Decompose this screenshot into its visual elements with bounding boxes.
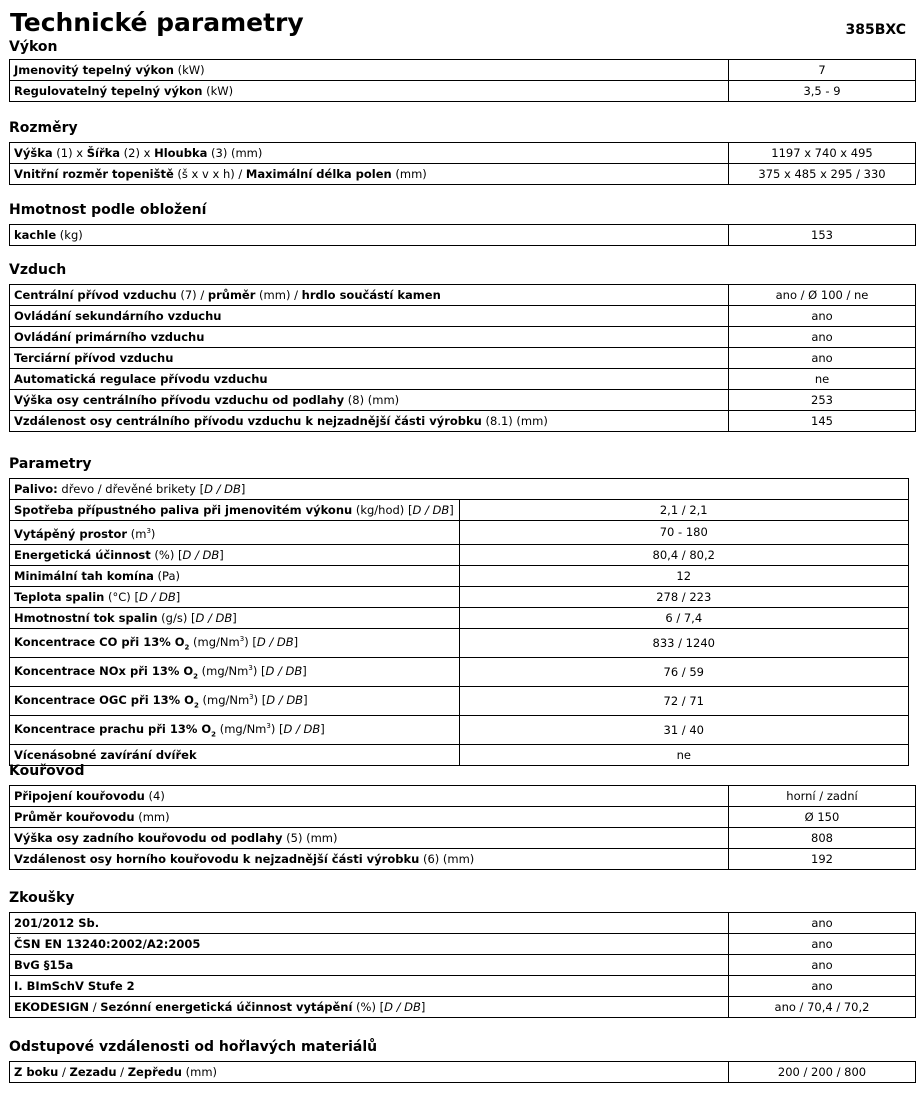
row-label: BvG §15a: [10, 955, 729, 976]
row-label: Koncentrace OGC při 13% $O_2$ (mg/Nm$^3$) [D / DB]: [10, 687, 460, 716]
row-value: ano / 70,4 / 70,2: [729, 997, 916, 1018]
table-row: [10, 369, 916, 390]
row-value: 192: [729, 849, 916, 870]
table-row: [10, 500, 909, 521]
table-row: [10, 786, 916, 807]
row-value: horní / zadní: [729, 786, 916, 807]
params-table: [9, 1061, 916, 1083]
table-row: [10, 849, 916, 870]
row-label: EKODESIGN / Sezónní energetická účinnost vytápění (%) [D / DB]: [10, 997, 729, 1018]
row-value: 72 / 71: [459, 687, 909, 716]
row-value: ano: [729, 955, 916, 976]
section-title: Kouřovod: [9, 763, 85, 779]
row-label: Ovládání sekundárního vzduchu: [10, 306, 729, 327]
table-row: [10, 807, 916, 828]
row-label: Výška osy centrálního přívodu vzduchu od podlahy (8) (mm): [10, 390, 729, 411]
row-value: 200 / 200 / 800: [729, 1062, 916, 1083]
row-value: ne: [729, 369, 916, 390]
params-table: [9, 224, 916, 246]
table-row: [10, 934, 916, 955]
table-row: [10, 390, 916, 411]
section-rozmery: [9, 119, 909, 185]
table-row: [10, 828, 916, 849]
row-value: 80,4 / 80,2: [459, 544, 909, 565]
row-label: kachle (kg): [10, 225, 729, 246]
table-row: [10, 1062, 916, 1083]
section-zkousky: [9, 889, 909, 1018]
table-row: [10, 628, 909, 657]
section-title: Výkon: [9, 39, 58, 55]
row-label: Energetická účinnost (%) [D / DB]: [10, 544, 460, 565]
row-label: 201/2012 Sb.: [10, 913, 729, 934]
params-table: [9, 59, 916, 102]
row-label: Výška (1) x Šířka (2) x Hloubka (3) (mm): [10, 143, 729, 164]
row-value: 31 / 40: [459, 716, 909, 745]
params-table: [9, 142, 916, 185]
table-row: [10, 306, 916, 327]
section-parametry: [9, 455, 909, 766]
row-label: Výška osy zadního kouřovodu od podlahy (5) (mm): [10, 828, 729, 849]
table-row: [10, 997, 916, 1018]
params-table: [9, 284, 916, 432]
section-title: Hmotnost podle obložení: [9, 202, 207, 218]
table-row: [10, 657, 909, 686]
row-label: Koncentrace prachu při 13% $O_2$ (mg/Nm$^3$) [D / DB]: [10, 716, 460, 745]
row-label: Vzdálenost osy horního kouřovodu k nejzadnější části výrobku (6) (mm): [10, 849, 729, 870]
table-row: [10, 521, 909, 545]
row-label: Připojení kouřovodu (4): [10, 786, 729, 807]
table-row: [10, 225, 916, 246]
row-value: ano / Ø 100 / ne: [729, 285, 916, 306]
row-value: 70 - 180: [459, 521, 909, 545]
params-table: [9, 912, 916, 1018]
row-label: ČSN EN 13240:2002/A2:2005: [10, 934, 729, 955]
params-table: [9, 478, 909, 766]
table-row: [10, 479, 909, 500]
row-label: Vnitřní rozměr topeniště (š x v x h) / Maximální délka polen (mm): [10, 164, 729, 185]
row-label: Vícenásobné zavírání dvířek: [10, 745, 460, 766]
row-value: 833 / 1240: [459, 628, 909, 657]
section-title: Zkoušky: [9, 890, 75, 906]
table-row: [10, 607, 909, 628]
row-value: 12: [459, 565, 909, 586]
table-row: [10, 411, 916, 432]
row-value: 278 / 223: [459, 586, 909, 607]
row-label: Z boku / Zezadu / Zepředu (mm): [10, 1062, 729, 1083]
row-value: 2,1 / 2,1: [459, 500, 909, 521]
row-value: 253: [729, 390, 916, 411]
row-label: Regulovatelný tepelný výkon (kW): [10, 81, 729, 102]
section-title: Odstupové vzdálenosti od hořlavých materiálů: [9, 1039, 378, 1055]
table-row: [10, 687, 909, 716]
row-label: Vytápěný prostor $(m^3)$: [10, 521, 460, 545]
row-value: 1197 x 740 x 495: [729, 143, 916, 164]
row-value: 375 x 485 x 295 / 330: [729, 164, 916, 185]
row-value: 76 / 59: [459, 657, 909, 686]
section-title: Vzduch: [9, 262, 67, 278]
row-value: 3,5 - 9: [729, 81, 916, 102]
table-row: [10, 60, 916, 81]
row-label: Koncentrace CO při 13% $O_2$ (mg/Nm$^3$) [D / DB]: [10, 628, 460, 657]
table-row: [10, 913, 916, 934]
section-vzduch: [9, 261, 909, 432]
table-row: [10, 544, 909, 565]
row-label: Jmenovitý tepelný výkon (kW): [10, 60, 729, 81]
section-hmotnost: [9, 201, 909, 246]
row-value: 7: [729, 60, 916, 81]
table-row: [10, 976, 916, 997]
table-row: [10, 327, 916, 348]
row-label: Automatická regulace přívodu vzduchu: [10, 369, 729, 390]
row-label: Koncentrace NOx při 13% $O_2$ (mg/Nm$^3$) [D / DB]: [10, 657, 460, 686]
row-label: Centrální přívod vzduchu (7) / průměr (mm) / hrdlo součástí kamen: [10, 285, 729, 306]
row-label: Hmotnostní tok spalin (g/s) [D / DB]: [10, 607, 460, 628]
row-label: Vzdálenost osy centrálního přívodu vzduchu k nejzadnější části výrobku (8.1) (mm): [10, 411, 729, 432]
table-row: [10, 285, 916, 306]
row-value: ano: [729, 348, 916, 369]
row-value: Ø 150: [729, 807, 916, 828]
table-row: [10, 565, 909, 586]
row-value: 6 / 7,4: [459, 607, 909, 628]
row-value: ano: [729, 327, 916, 348]
table-row: [10, 143, 916, 164]
table-row: [10, 164, 916, 185]
section-vykon: [9, 38, 909, 102]
row-label: Průměr kouřovodu (mm): [10, 807, 729, 828]
row-value: 145: [729, 411, 916, 432]
row-value: ano: [729, 976, 916, 997]
row-value: ano: [729, 913, 916, 934]
model-code: 385BXC: [845, 22, 906, 38]
row-value: ano: [729, 306, 916, 327]
row-label: Ovládání primárního vzduchu: [10, 327, 729, 348]
section-kourovod: [9, 762, 909, 870]
row-label: Teplota spalin (°C) [D / DB]: [10, 586, 460, 607]
page-title: Technické parametry: [10, 8, 304, 37]
row-value: ne: [459, 745, 909, 766]
row-label: Spotřeba přípustného paliva při jmenovitém výkonu (kg/hod) [D / DB]: [10, 500, 460, 521]
row-value: 153: [729, 225, 916, 246]
section-vzdalenosti: [9, 1038, 909, 1083]
row-label: Minimální tah komína (Pa): [10, 565, 460, 586]
table-row: [10, 81, 916, 102]
row-value: 808: [729, 828, 916, 849]
table-row: [10, 955, 916, 976]
row-value: ano: [729, 934, 916, 955]
section-title: Rozměry: [9, 120, 78, 136]
row-label: I. BImSchV Stufe 2: [10, 976, 729, 997]
table-row: [10, 716, 909, 745]
section-title: Parametry: [9, 456, 92, 472]
table-row: [10, 586, 909, 607]
row-label: Palivo: dřevo / dřevěné brikety [D / DB]: [10, 479, 909, 500]
table-row: [10, 348, 916, 369]
params-table: [9, 785, 916, 870]
row-label: Terciární přívod vzduchu: [10, 348, 729, 369]
